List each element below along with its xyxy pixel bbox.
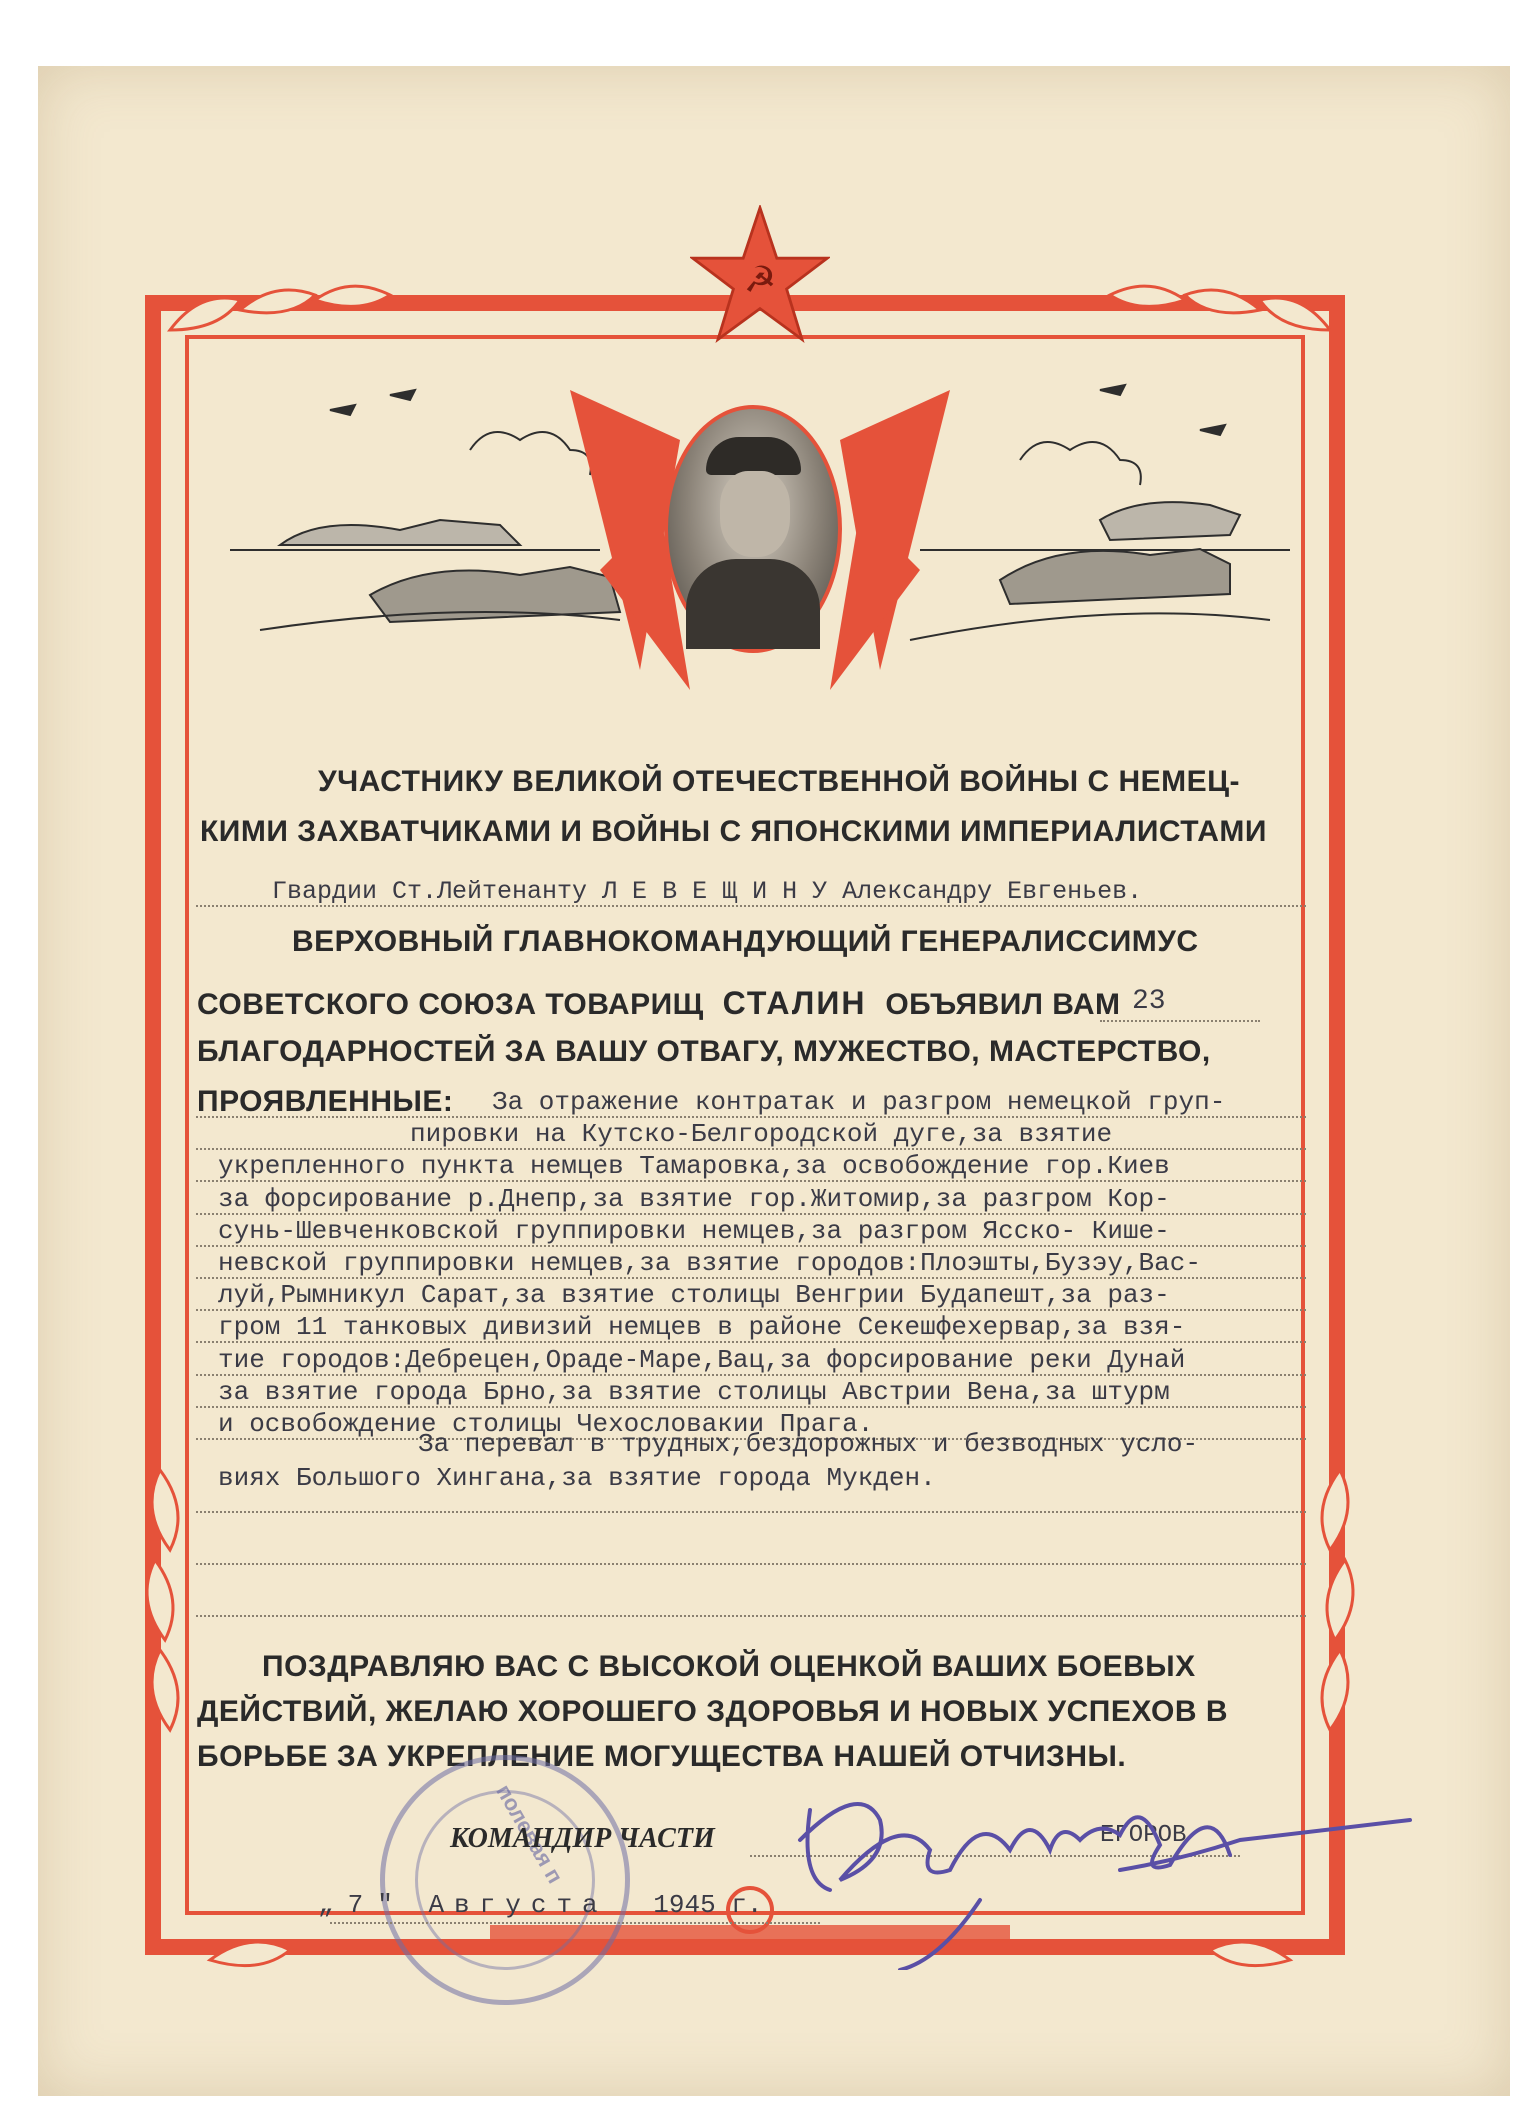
citation-line: тие городов:Дебрецен,Ораде-Маре,Вац,за форсирование реки Дунай [218,1344,1186,1375]
stalin-name: СТАЛИН [722,985,867,1021]
dotted-line [196,1511,1306,1513]
dotted-line [196,1374,1306,1376]
dotted-line [1100,1020,1260,1022]
citation-line: пировки на Кутско-Белгородской дуге,за взятие [410,1119,1113,1150]
dotted-line [330,1922,820,1924]
recipient-name: Гвардии Ст.Лейтенанту Л Е В Е Щ И Н У Александру Евгеньев. [272,877,1143,906]
proyavlennye-label: ПРОЯВЛЕННЫЕ: [197,1085,454,1118]
dotted-line [196,1116,1306,1118]
congrats-line-2: ДЕЙСТВИЙ, ЖЕЛАЮ ХОРОШЕГО ЗДОРОВЬЯ И НОВЫХ УСПЕХОВ В [197,1695,1229,1728]
statement-line-2-end: ОБЪЯВИЛ ВАМ [885,988,1121,1021]
stamp-text: полевая п [491,1780,568,1888]
dotted-line [196,1180,1306,1182]
official-stamp [380,1755,630,2005]
dotted-line [196,1563,1306,1565]
commander-label: КОМАНДИР ЧАСТИ [450,1823,715,1854]
dotted-line [196,1341,1306,1343]
dotted-line [196,1213,1306,1215]
citation-extra-line: виях Большого Хингана,за взятие города Мукден. [218,1463,936,1493]
dotted-line [196,1615,1306,1617]
congrats-line-3: БОРЬБЕ ЗА УКРЕПЛЕНИЕ МОГУЩЕСТВА НАШЕЙ ОТЧИЗНЫ. [197,1740,1127,1773]
citation-line: За отражение контратак и разгром немецкой груп- [492,1087,1226,1117]
heading-line-1: УЧАСТНИКУ ВЕЛИКОЙ ОТЕЧЕСТВЕННОЙ ВОЙНЫ С НЕМЕЦ- [318,765,1241,798]
date-year: 1945 [653,1890,716,1920]
citation-line: укрепленного пункта немцев Тамаровка,за освобождение гор.Киев [218,1151,1170,1182]
handwritten-signature [780,1750,1440,1970]
svg-text:☭: ☭ [743,257,777,301]
citation-line: за взятие города Брно,за взятие столицы Австрии Вена,за штурм [218,1376,1170,1407]
date-open-quote: „ [318,1890,334,1920]
dotted-line [196,1148,1306,1150]
dotted-line [196,1245,1306,1247]
dotted-line [196,1406,1306,1408]
dotted-line [196,1309,1306,1311]
dotted-line [196,905,1306,907]
portrait-cap [706,437,801,475]
citation-extra-line: За перевал в трудных,бездорожных и безводных усло- [418,1429,1199,1459]
congrats-line-1: ПОЗДРАВЛЯЮ ВАС С ВЫСОКОЙ ОЦЕНКОЙ ВАШИХ БОЕВЫХ [262,1650,1196,1683]
statement-line-2-start: СОВЕТСКОГО СОЮЗА ТОВАРИЩ [197,988,704,1021]
heading-line-2: КИМИ ЗАХВАТЧИКАМИ И ВОЙНЫ С ЯПОНСКИМИ ИМПЕРИАЛИСТАМИ [200,815,1267,848]
citation-line: и освобождение столицы Чехословакии Прага. [218,1409,874,1439]
portrait-coat [686,559,820,649]
date-day: 7 [347,1890,364,1920]
gratitude-count: 23 [1132,986,1166,1017]
dotted-line [196,1277,1306,1279]
red-star-icon [690,205,830,345]
portrait-image [664,405,842,653]
citation-line: луй,Рымникул Сарат,за взятие столицы Венгрии Будапешт,за раз- [218,1280,1170,1311]
statement-line-3: БЛАГОДАРНОСТЕЙ ЗА ВАШУ ОТВАГУ, МУЖЕСТВО, МАСТЕРСТВО, [197,1035,1211,1068]
citation-line: за форсирование р.Днепр,за взятие гор.Житомир,за разгром Кор- [218,1183,1170,1214]
portrait-face [720,471,790,557]
citation-line: невской группировки немцев,за взятие городов:Плоэшты,Бузэу,Вас- [218,1248,1201,1278]
date-close-quote: " [377,1890,393,1920]
citation-line: сунь-Шевченковской группировки немцев,за разгром Ясско- Кише- [218,1215,1170,1246]
date-month: Августа [428,1890,608,1920]
citation-line: гром 11 танковых дивизий немцев в районе Секешфехервар,за взя- [218,1312,1186,1343]
commander-name: ЕГОРОВ [1100,1822,1187,1849]
date-suffix: г. [731,1890,763,1920]
statement-line-1: ВЕРХОВНЫЙ ГЛАВНОКОМАНДУЮЩИЙ ГЕНЕРАЛИССИМУС [292,925,1199,958]
date-line [318,1890,763,1920]
